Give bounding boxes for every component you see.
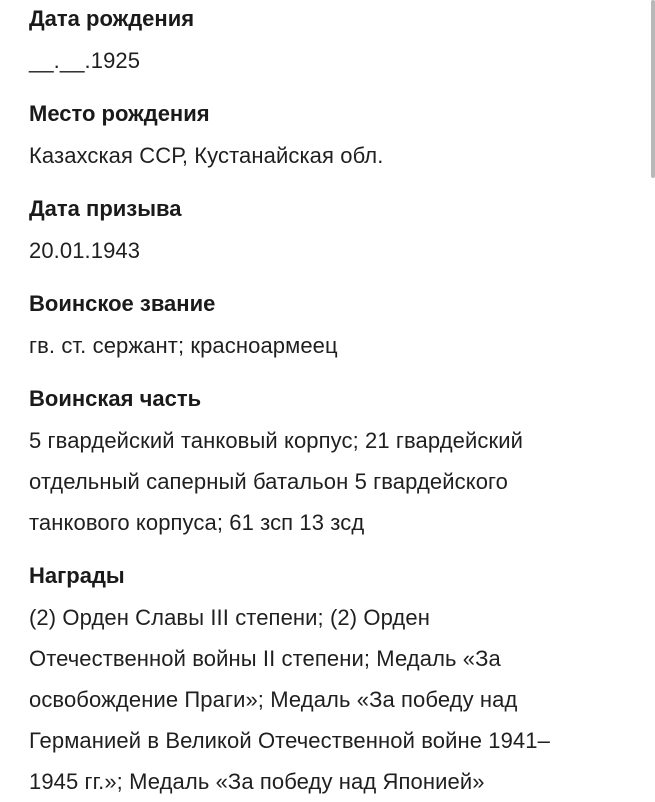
- military-unit-value: [29, 420, 523, 543]
- awards-line: (2) Орден Славы III степени; (2) Орден: [29, 605, 430, 630]
- awards-line: 1945 гг.»; Медаль «За победу над Японией»: [29, 769, 485, 794]
- military-rank-field: [29, 289, 338, 366]
- military-rank-label: Воинское звание: [29, 291, 216, 316]
- birthplace-field: [29, 99, 383, 176]
- draft-date-field: [29, 194, 181, 271]
- awards-line: освобождение Праги»; Медаль «За победу над: [29, 687, 518, 712]
- military-rank-value: гв. ст. сержант; красноармеец: [29, 333, 338, 358]
- military-unit-field: [29, 384, 523, 543]
- birthplace-value: Казахская ССР, Кустанайская обл.: [29, 143, 384, 168]
- military-unit-line: отдельный саперный батальон 5 гвардейского: [29, 469, 509, 494]
- awards-label: Награды: [29, 563, 125, 588]
- military-unit-line: танкового корпуса; 61 зсп 13 зсд: [29, 510, 365, 535]
- awards-value: [29, 597, 550, 802]
- awards-line: Германией в Великой Отечественной войне 1941–: [29, 728, 550, 753]
- awards-line: Отечественной войны II степени; Медаль «За: [29, 646, 501, 671]
- birthdate-field: [29, 4, 194, 81]
- military-unit-label: Воинская часть: [29, 386, 202, 411]
- awards-field: [29, 561, 550, 802]
- birthdate-value: __.__.1925: [29, 48, 141, 73]
- birthplace-label: Место рождения: [29, 101, 210, 126]
- draft-date-value: 20.01.1943: [29, 238, 141, 263]
- birthdate-label: Дата рождения: [29, 6, 195, 31]
- scrollbar[interactable]: [651, 0, 655, 178]
- military-unit-line: 5 гвардейский танковый корпус; 21 гвардейский: [29, 428, 523, 453]
- draft-date-label: Дата призыва: [29, 196, 182, 221]
